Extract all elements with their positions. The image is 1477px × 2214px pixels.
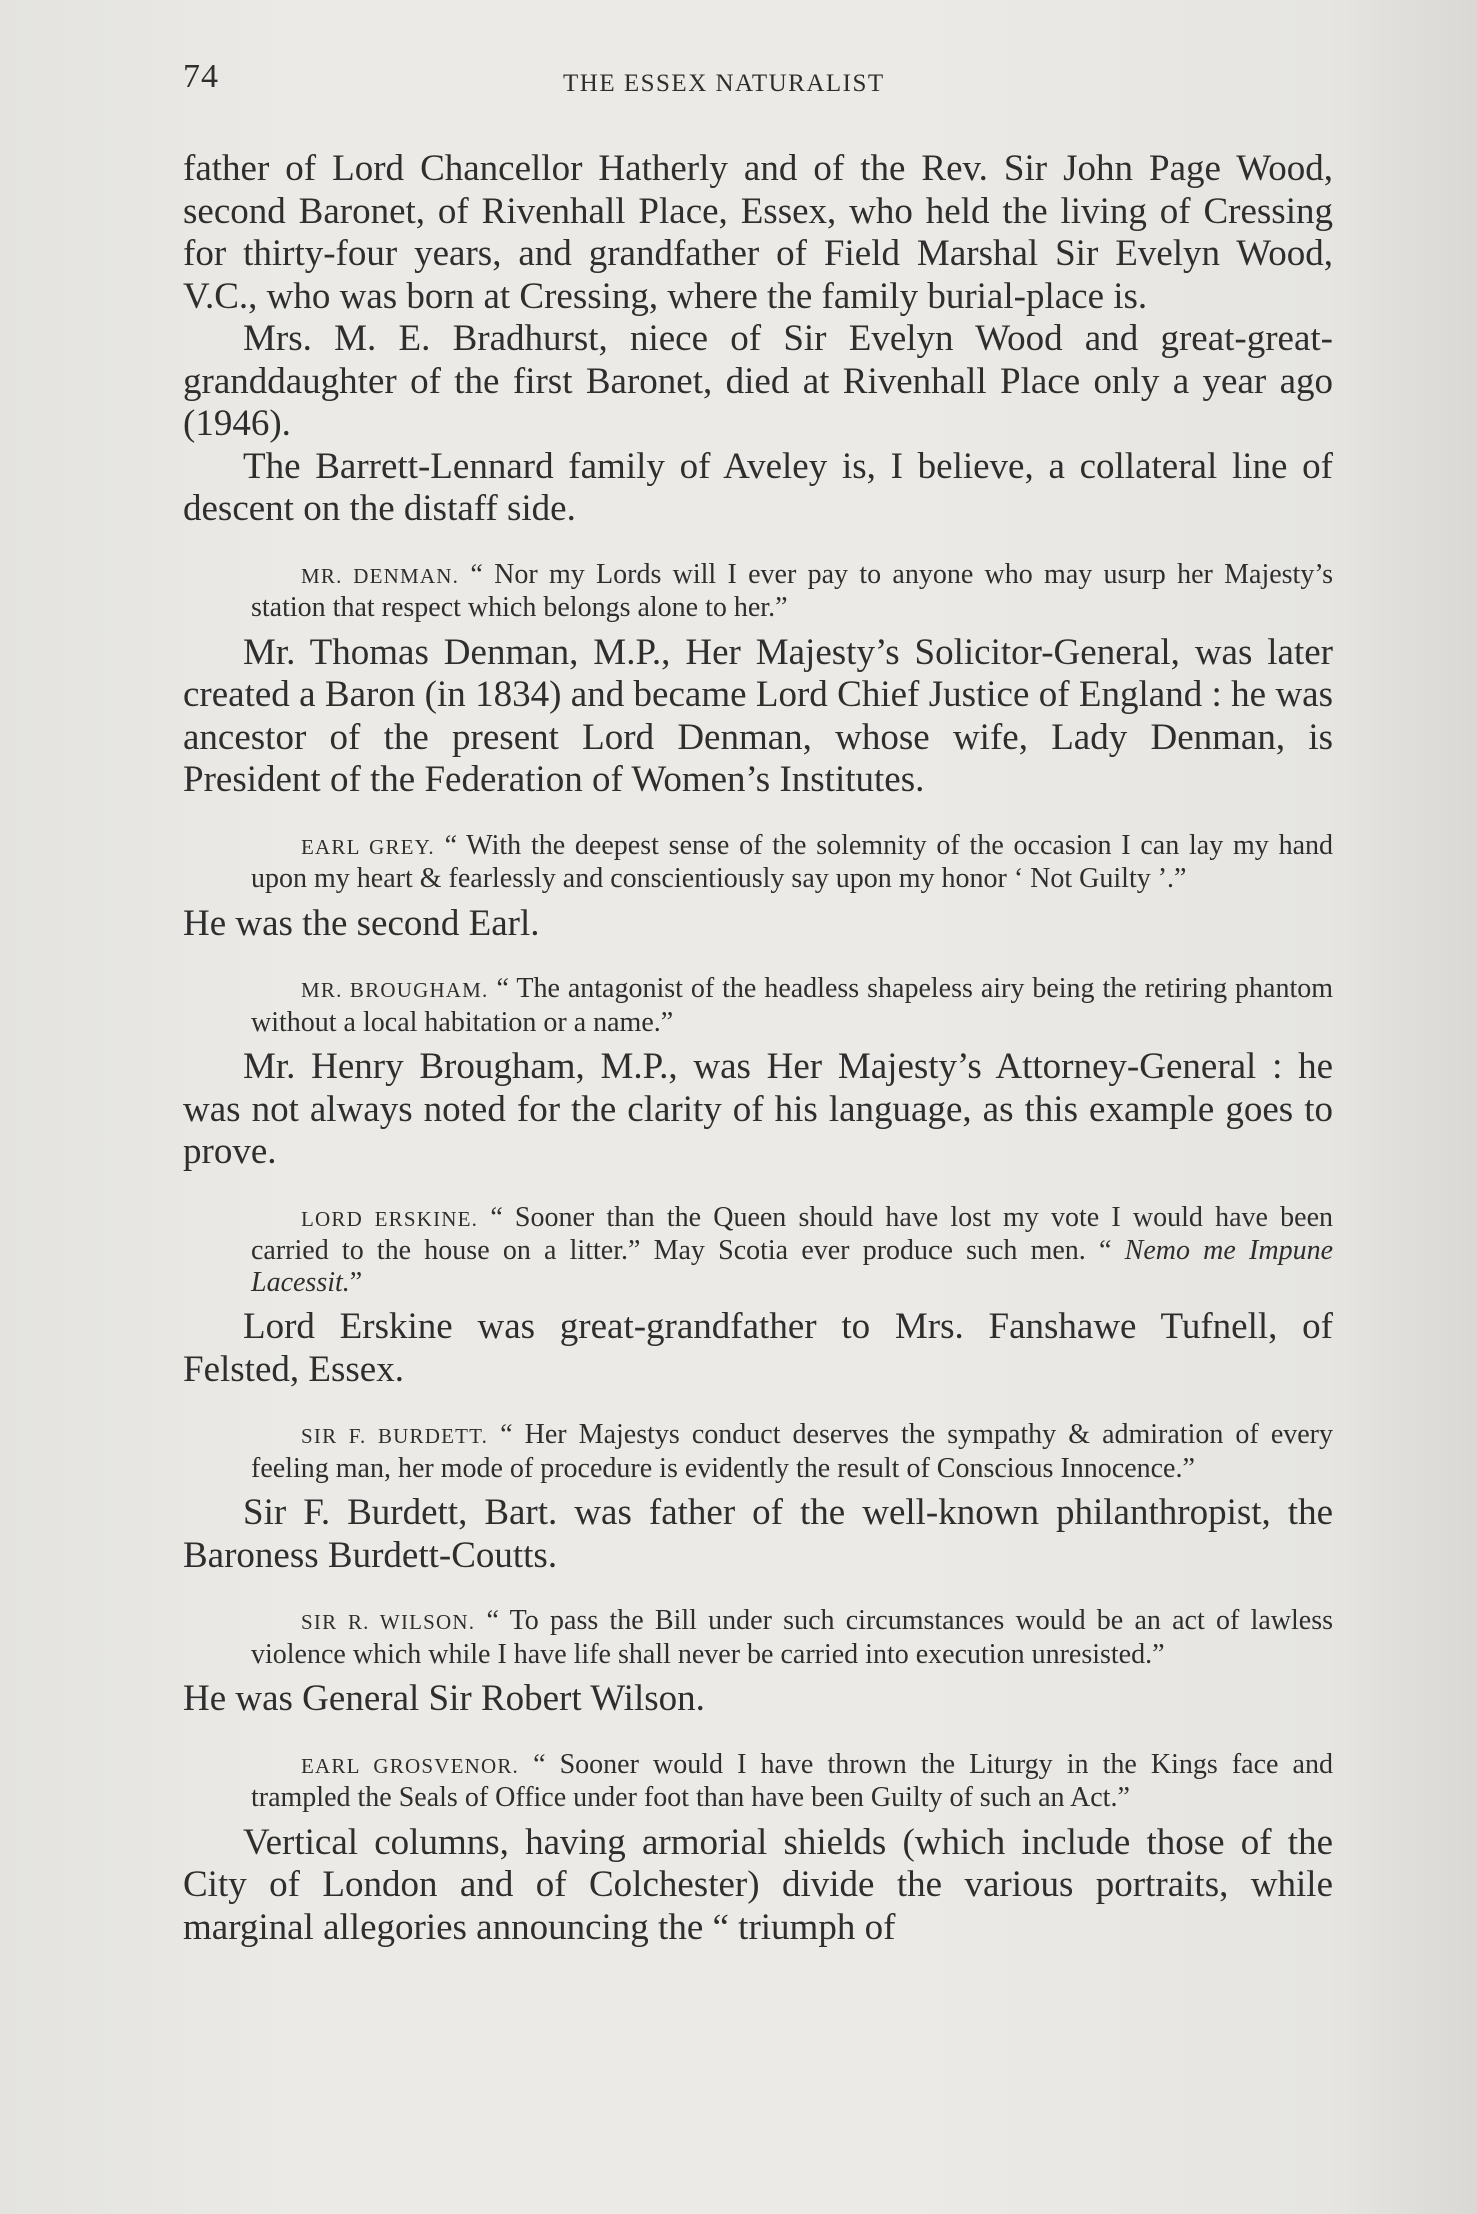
quote-text: “ Sooner would I have thrown the Liturgy in the Kings face and trampled the Seals of Office under foot than have been Guilty of such an Act.” bbox=[251, 1748, 1333, 1813]
quote-open-mark: “ bbox=[1099, 1235, 1125, 1266]
quote-text: “ Her Majestys conduct deserves the sympathy & admiration of every feeling man, her mode of procedure is evidently the result of Conscious Innocence.” bbox=[251, 1419, 1334, 1484]
quote-brougham bbox=[183, 973, 1333, 1038]
page-header bbox=[183, 58, 1333, 108]
latin-motto: Nemo me Impune Lacessit. bbox=[251, 1235, 1334, 1298]
paragraph-3: The Barrett-Lennard family of Aveley is, I believe, a collateral line of descent on the distaff side. bbox=[183, 445, 1333, 529]
quote-text: “ The antagonist of the headless shapeless airy being the retiring phantom without a local habitation or a name.” bbox=[251, 973, 1334, 1038]
speaker-label: EARL GROSVENOR. bbox=[301, 1753, 519, 1778]
speaker-label: SIR F. BURDETT. bbox=[301, 1424, 489, 1448]
quote-text: “ Nor my Lords will I ever pay to anyone who may usurp her Majesty’s station that respect which belongs alone to her.” bbox=[251, 558, 1334, 623]
quote-text: “ To pass the Bill under such circumstances would be an act of lawless violence which while I have life shall never be carried into execution unresisted.” bbox=[251, 1605, 1333, 1670]
quote-grosvenor bbox=[183, 1749, 1333, 1814]
quote-close-mark: ” bbox=[349, 1266, 363, 1298]
speaker-label: LORD ERSKINE. bbox=[301, 1206, 479, 1231]
paragraph-5: He was the second Earl. bbox=[183, 902, 540, 944]
paragraph-10: Vertical columns, having armorial shields (which include those of the City of London and of Colchester) divide the various portraits, while marginal allegories announcing the “ triumph of bbox=[183, 1821, 1333, 1948]
quote-text: “ Sooner than the Queen should have lost my vote I would have been carried to the house on a litter.” May Scotia ever produce such men. bbox=[251, 1201, 1333, 1266]
quote-erskine bbox=[183, 1202, 1333, 1299]
page-body bbox=[183, 148, 1333, 1949]
quote-grey bbox=[183, 830, 1333, 895]
speaker-label: SIR R. WILSON. bbox=[301, 1610, 476, 1634]
quote-denman bbox=[183, 559, 1333, 624]
speaker-label: EARL GREY. bbox=[301, 834, 435, 859]
quote-text: “ With the deepest sense of the solemnity of the occasion I can lay my hand upon my heart & fearlessly and conscientiously say upon my honor ‘ Not Guilty ’.” bbox=[251, 829, 1333, 894]
paragraph-9: He was General Sir Robert Wilson. bbox=[183, 1678, 705, 1719]
quote-burdett bbox=[183, 1419, 1333, 1484]
page-number: 74 bbox=[183, 58, 219, 95]
paragraph-4: Mr. Thomas Denman, M.P., Her Majesty’s Solicitor-General, was later created a Baron (in 1834) and became Lord Chief Justice of England : he was ancestor of the present Lord Denman, whose wife, Lady Denman, is President of the Federation of Women’s Institutes. bbox=[183, 631, 1333, 800]
paragraph-7: Lord Erskine was great-grandfather to Mrs. Fanshawe Tufnell, of Felsted, Essex. bbox=[183, 1306, 1333, 1390]
running-head: THE ESSEX NATURALIST bbox=[563, 70, 885, 97]
speaker-label: MR. BROUGHAM. bbox=[301, 978, 489, 1002]
quote-wilson bbox=[183, 1605, 1333, 1670]
paragraph-2: Mrs. M. E. Bradhurst, niece of Sir Evelyn Wood and great-great-granddaughter of the first Baronet, died at Rivenhall Place only a year ago (1946). bbox=[183, 318, 1333, 444]
speaker-label: MR. DENMAN. bbox=[301, 563, 460, 588]
paragraph-6: Mr. Henry Brougham, M.P., was Her Majesty’s Attorney-General : he was not always noted for the clarity of his language, as this example goes to prove. bbox=[183, 1046, 1333, 1172]
paragraph-8: Sir F. Burdett, Bart. was father of the well-known philanthropist, the Baroness Burdett-Coutts. bbox=[183, 1492, 1333, 1576]
paragraph-1: father of Lord Chancellor Hatherly and of the Rev. Sir John Page Wood, second Baronet, of Rivenhall Place, Essex, who held the living of Cressing for thirty-four years, and grandfather of Field Marshal Sir Evelyn Wood, V.C., who was born at Cressing, where the family burial-place is. bbox=[183, 148, 1333, 317]
